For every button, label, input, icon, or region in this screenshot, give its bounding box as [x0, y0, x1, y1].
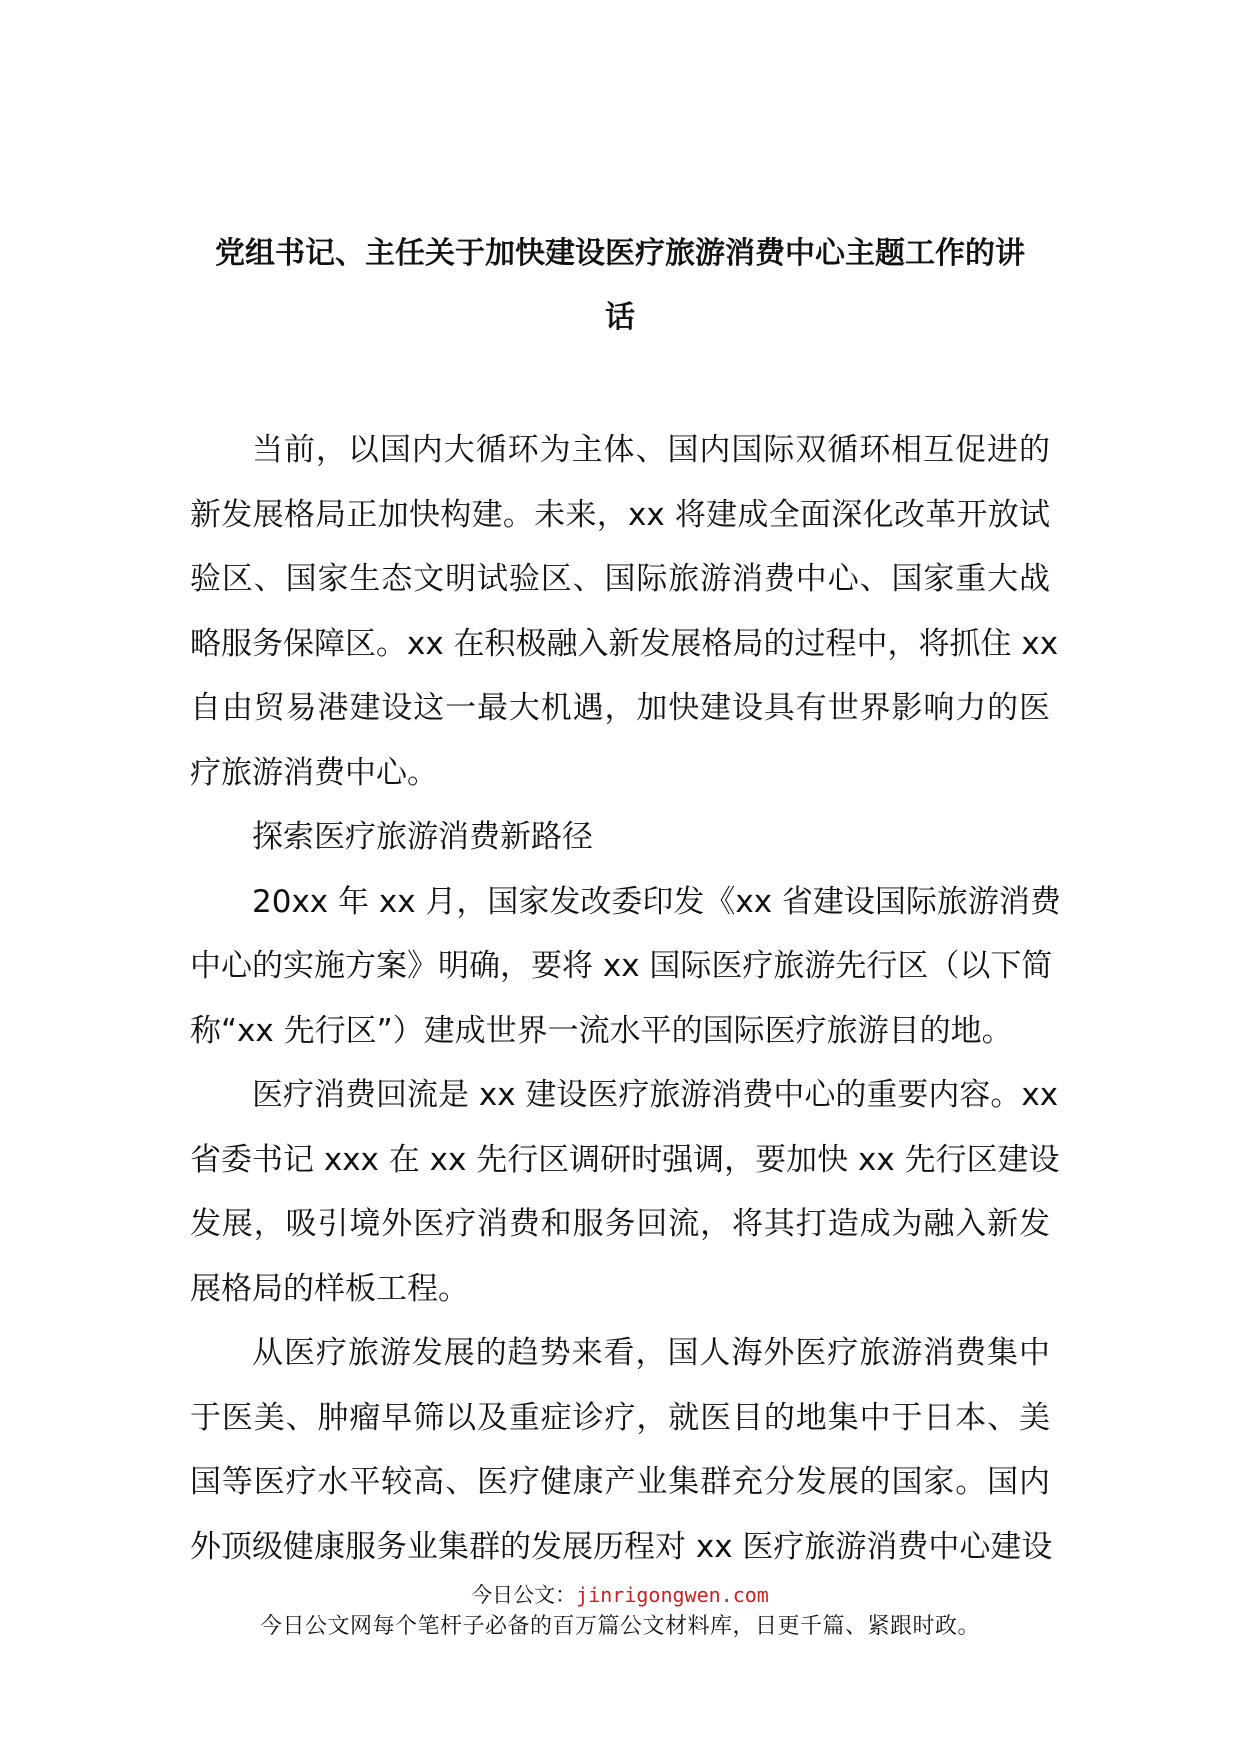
paragraph-line: 20xx 年 xx 月，国家发改委印发《xx 省建设国际旅游消费: [252, 883, 1061, 920]
footer-site-line: [0, 1580, 1240, 1610]
footer-site-url[interactable]: jinrigongwen.com: [576, 1583, 769, 1607]
document-title: [190, 222, 1050, 350]
paragraph-line: 略服务保障区。xx 在积极融入新发展格局的过程中，将抓住 xx: [190, 625, 1059, 662]
document-body: [190, 418, 1061, 1579]
paragraph-line: 称“xx 先行区”）建成世界一流水平的国际医疗旅游目的地。: [190, 1012, 1013, 1049]
paragraph-line: 疗旅游消费中心。: [190, 754, 438, 791]
paragraph-line: 验区、国家生态文明试验区、国际旅游消费中心、国家重大战: [190, 561, 1050, 597]
paragraph-line: 外顶级健康服务业集群的发展历程对 xx 医疗旅游消费中心建设: [190, 1528, 1053, 1565]
paragraph-line: 自由贸易港建设这一最大机遇，加快建设具有世界影响力的医: [190, 690, 1050, 726]
paragraph-trends: [190, 1321, 1053, 1579]
paragraph-line: 省委书记 xxx 在 xx 先行区调研时强调，要加快 xx 先行区建设: [190, 1141, 1060, 1178]
section-heading: [190, 805, 1050, 870]
paragraph-line: 新发展格局正加快构建。未来，xx 将建成全面深化改革开放试: [190, 496, 1050, 533]
paragraph-line: 展格局的样板工程。: [190, 1270, 469, 1307]
section-heading-text: 探索医疗旅游消费新路径: [252, 819, 593, 855]
paragraph-line: 于医美、肿瘤早筛以及重症诊疗，就医目的地集中于日本、美: [190, 1399, 1050, 1436]
footer-slogan: 今日公文网每个笔杆子必备的百万篇公文材料库，日更千篇、紧跟时政。: [259, 1614, 980, 1639]
paragraph-line: 发展，吸引境外医疗消费和服务回流，将其打造成为融入新发: [190, 1206, 1050, 1242]
paragraph-line: 当前，以国内大循环为主体、国内国际双循环相互促进的: [252, 432, 1050, 468]
paragraph-intro: [190, 418, 1059, 805]
paragraph-line: 中心的实施方案》明确，要将 xx 国际医疗旅游先行区（以下简: [190, 948, 1053, 984]
paragraph-line: 从医疗旅游发展的趋势来看，国人海外医疗旅游消费集中: [252, 1335, 1050, 1371]
title-line: 话: [605, 300, 635, 335]
footer-site-label: 今日公文：: [471, 1583, 577, 1607]
paragraph-plan: [190, 870, 1061, 1064]
paragraph-line: 国等医疗水平较高、医疗健康产业集群充分发展的国家。国内: [190, 1464, 1050, 1500]
title-line: 党组书记、主任关于加快建设医疗旅游消费中心主题工作的讲: [215, 236, 1025, 271]
paragraph-consumption-return: [190, 1063, 1060, 1321]
paragraph-line: 医疗消费回流是 xx 建设医疗旅游消费中心的重要内容。xx: [252, 1077, 1059, 1113]
